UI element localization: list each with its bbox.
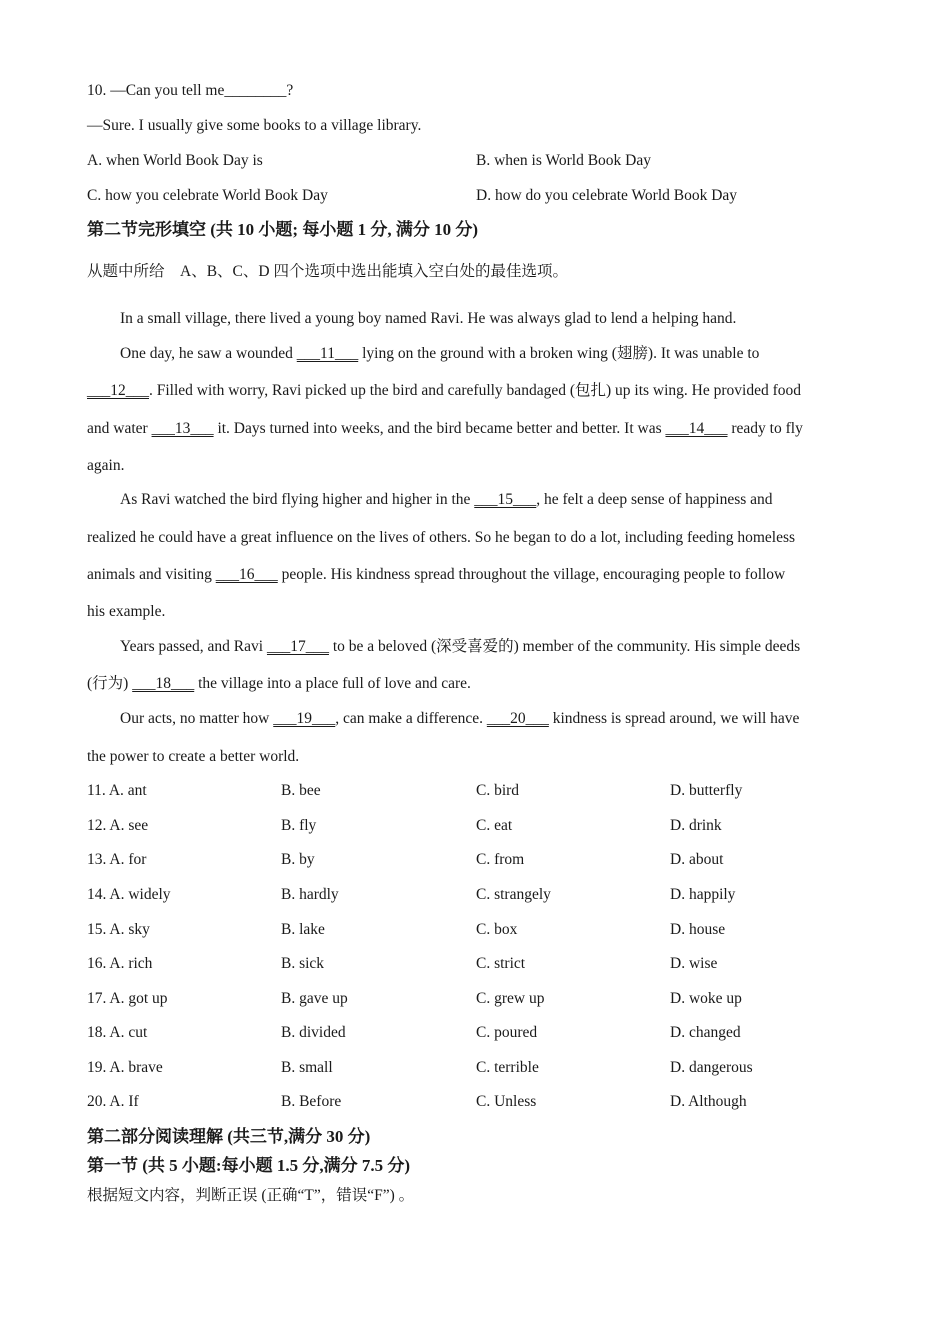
blank-16: ___16___ [215,566,278,583]
option-d: D. how do you celebrate World Book Day [476,187,738,204]
passage-line: Years passed, and Ravi ___17___ to be a beloved (深受喜爱的) member of the community. His simple deeds [120,638,801,655]
option-c: C. from [476,851,525,868]
option-a: 16. A. rich [87,955,153,972]
option-c: C. how you celebrate World Book Day [87,187,328,204]
option-d: D. wise [670,955,718,972]
blank-17: ___17___ [266,638,329,655]
blank-11: ___11___ [296,345,359,362]
passage-line: ___12___. Filled with worry, Ravi picked up the bird and carefully bandaged (包扎) up its wing. He provided food [87,382,801,399]
blank-14: ___14___ [665,420,728,437]
blank-18: ___18___ [132,675,195,692]
option-a: A. when World Book Day is [87,152,263,169]
blank-20: ___20___ [486,710,549,727]
section-heading: 第二节完形填空 (共 10 小题; 每小题 1 分, 满分 10 分) [87,220,478,239]
option-c: C. terrible [476,1059,539,1076]
section-heading: 第一节 (共 5 小题:每小题 1.5 分,满分 7.5 分) [87,1156,410,1175]
option-d: D. happily [670,886,736,903]
option-b: B. divided [281,1024,346,1041]
blank-12: ___12___ [87,382,149,399]
part-heading: 第二部分阅读理解 (共三节,满分 30 分) [87,1127,371,1146]
option-c: C. strangely [476,886,551,903]
option-d: D. drink [670,817,722,834]
option-c: C. eat [476,817,513,834]
option-a: 15. A. sky [87,921,150,938]
passage-line: As Ravi watched the bird flying higher and higher in the ___15___, he felt a deep sense of happiness and [120,491,773,508]
option-d: D. changed [670,1024,741,1041]
option-d: D. Although [670,1093,747,1110]
option-c: C. bird [476,782,520,799]
option-c: C. grew up [476,990,545,1007]
passage-line: realized he could have a great influence on the lives of others. So he began to do a lot, including feeding homeless [87,529,796,546]
passage-line: (行为) ___18___ the village into a place full of love and care. [87,675,471,692]
option-a: 14. A. widely [87,886,171,903]
passage-line: his example. [87,603,166,620]
passage-line: animals and visiting ___16___ people. His kindness spread throughout the village, encouraging people to follow [87,566,786,583]
option-d: D. butterfly [670,782,743,799]
option-b: B. Before [281,1093,342,1110]
option-b: B. sick [281,955,325,972]
passage-line: again. [87,457,125,474]
option-a: 18. A. cut [87,1024,148,1041]
section-instruction: 根据短文内容，判断正误 (正确“T”，错误“F”) 。 [87,1187,415,1204]
blank-19: ___19___ [273,710,336,727]
passage-line: One day, he saw a wounded ___11___ lying on the ground with a broken wing (翅膀). It was unable to [120,345,760,362]
option-b: B. lake [281,921,325,938]
option-c: C. strict [476,955,526,972]
section-instruction: 从题中所给 A、B、C、D 四个选项中选出能填入空白处的最佳选项。 [87,263,568,280]
option-a: 12. A. see [87,817,149,834]
option-b: B. small [281,1059,333,1076]
option-b: B. hardly [281,886,339,903]
option-b: B. bee [281,782,321,799]
passage-line: In a small village, there lived a young boy named Ravi. He was always glad to lend a helping hand. [120,310,737,327]
passage-line: the power to create a better world. [87,748,300,765]
option-b: B. gave up [281,990,348,1007]
option-d: D. woke up [670,990,742,1007]
question-stem: 10. —Can you tell me________? [87,82,294,99]
option-b: B. when is World Book Day [476,152,651,169]
option-a: 13. A. for [87,851,147,868]
passage-line: Our acts, no matter how ___19___, can make a difference. ___20___ kindness is spread around, we will have [120,710,800,727]
option-c: C. poured [476,1024,538,1041]
option-a: 19. A. brave [87,1059,163,1076]
option-d: D. about [670,851,724,868]
question-reply: —Sure. I usually give some books to a village library. [87,117,422,134]
option-c: C. Unless [476,1093,537,1110]
option-a: 11. A. ant [87,782,147,799]
option-a: 17. A. got up [87,990,168,1007]
option-c: C. box [476,921,518,938]
passage-line: and water ___13___ it. Days turned into weeks, and the bird became better and better. It was ___14___ ready to fly [87,420,803,437]
blank-15: ___15___ [474,491,537,508]
option-d: D. dangerous [670,1059,753,1076]
blank-13: ___13___ [151,420,214,437]
option-d: D. house [670,921,726,938]
option-a: 20. A. If [87,1093,139,1110]
option-b: B. fly [281,817,317,834]
option-b: B. by [281,851,315,868]
